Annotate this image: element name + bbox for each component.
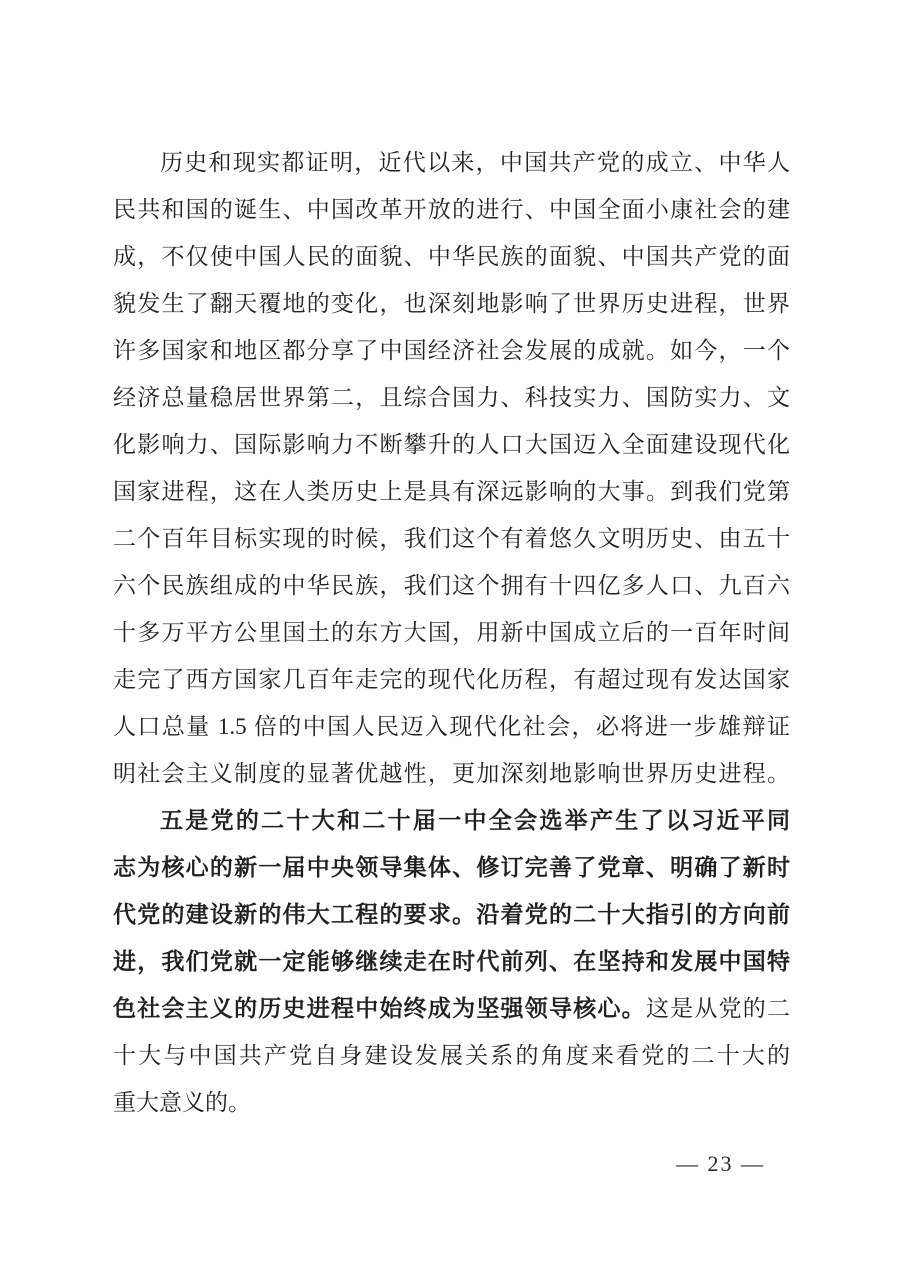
text-line: 成，不仅使中国人民的面貌、中华民族的面貌、中国共产党的面 [113,244,790,269]
text-line: 二个百年目标实现的时候，我们这个有着悠久文明历史、由五十 [113,526,790,551]
regular-segment: 这是从党的二 [645,996,790,1021]
body-text [113,139,790,1126]
text-line: 十多万平方公里国土的东方大国，用新中国成立后的一百年时间 [113,620,790,645]
text-line: 化影响力、国际影响力不断攀升的人口大国迈入全面建设现代化 [113,432,790,457]
text-line: 重大意义的。 [113,1090,251,1115]
text-line: 国家进程，这在人类历史上是具有深远影响的大事。到我们党第 [113,479,790,504]
bold-segment: 色社会主义的历史进程中始终成为坚强领导核心。 [113,996,646,1021]
page-footer [676,1148,796,1180]
page-number: — 23 — [676,1151,765,1176]
text-line: 十大与中国共产党自身建设发展关系的角度来看党的二十大的 [113,1043,790,1068]
text-line: 走完了西方国家几百年走完的现代化历程，有超过现有发达国家 [113,667,790,692]
text-line: 貌发生了翻天覆地的变化，也深刻地影响了世界历史进程，世界 [113,291,790,316]
text-line: 民共和国的诞生、中国改革开放的进行、中国全面小康社会的建 [113,197,790,222]
text-line-bold: 进，我们党就一定能够继续走在时代前列、在坚持和发展中国特 [113,949,790,974]
text-line: 人口总量 1.5 倍的中国人民迈入现代化社会，必将进一步雄辩证 [113,714,790,739]
text-line-bold: 代党的建设新的伟大工程的要求。沿着党的二十大指引的方向前 [113,902,790,927]
text-line: 明社会主义制度的显著优越性，更加深刻地影响世界历史进程。 [113,761,790,786]
text-line-mixed [113,985,790,1032]
text-line: 经济总量稳居世界第二，且综合国力、科技实力、国防实力、文 [113,385,790,410]
text-line-bold: 志为核心的新一届中央领导集体、修订完善了党章、明确了新时 [113,855,790,880]
text-line-bold: 五是党的二十大和二十届一中全会选举产生了以习近平同 [160,808,790,833]
text-line: 六个民族组成的中华民族，我们这个拥有十四亿多人口、九百六 [113,573,790,598]
text-line: 历史和现实都证明，近代以来，中国共产党的成立、中华人 [160,150,790,175]
text-line: 许多国家和地区都分享了中国经济社会发展的成就。如今，一个 [113,338,790,363]
